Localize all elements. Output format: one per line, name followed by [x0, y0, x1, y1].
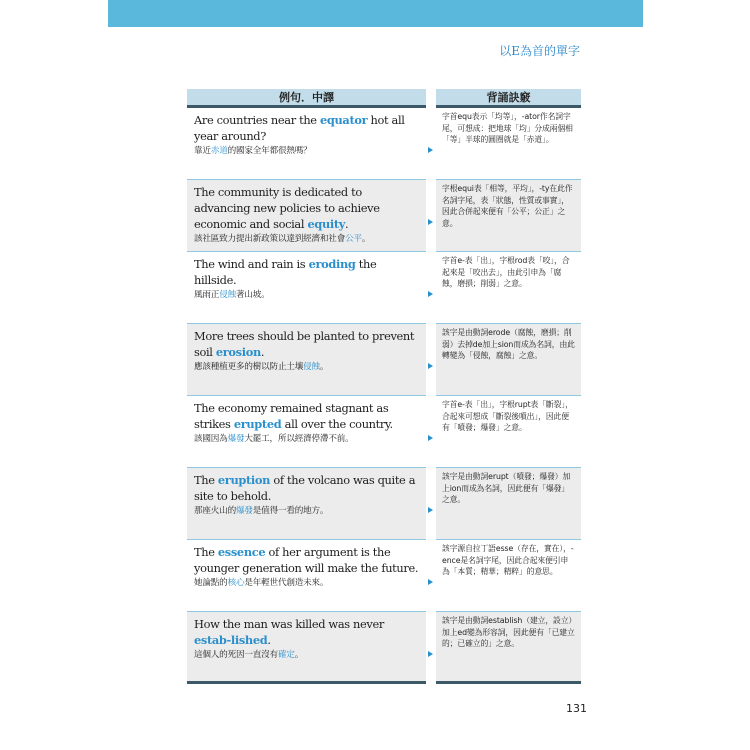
highlight-word: erupted: [233, 417, 282, 431]
example-column-header: 例句．中譯: [187, 89, 426, 108]
english-sentence: [194, 616, 419, 648]
example-row: [187, 468, 426, 540]
sentence-text: 該國因為: [194, 434, 228, 444]
example-row: [187, 396, 426, 468]
sentence-text: The community is dedicated to advancing new policies to achieve economic and social: [194, 185, 380, 231]
sentence-text: 大罷工，所以經濟停滯不前。: [244, 434, 354, 444]
tip-column-header: 背誦訣竅: [436, 89, 581, 108]
highlight-word: 確定: [277, 650, 295, 660]
page-number: 131: [566, 702, 587, 715]
tip-row: [436, 108, 581, 180]
example-rows: [187, 108, 426, 684]
example-row: [187, 108, 426, 180]
sentence-text: More trees should be planted to prevent soil: [194, 329, 415, 359]
sentence-text: 。: [294, 650, 304, 660]
arrow-icon: [428, 291, 433, 297]
sentence-text: 是值得一看的地方。: [252, 506, 329, 516]
tip-row: [436, 324, 581, 396]
chinese-translation: [194, 289, 419, 302]
english-sentence: [194, 328, 419, 360]
example-row: [187, 540, 426, 612]
sentence-text: 那座火山的: [194, 506, 236, 516]
memory-tip: 該字是由動詞erode（腐蝕，磨損；削弱）去掉de加上sion而成為名詞，由此轉變為「侵蝕，腐蝕」之意。: [442, 328, 575, 360]
highlight-word: 赤道: [210, 146, 228, 156]
example-row: [187, 612, 426, 684]
highlight-word: eroding: [308, 257, 356, 271]
sentence-text: 。: [361, 234, 371, 244]
memory-tip: 該字是由動詞erupt（噴發；爆發）加上ion而成為名詞，因此便有「爆發」之意。: [442, 472, 571, 504]
sentence-text: of the volcano was quite a site to behold.: [194, 473, 416, 503]
chinese-translation: [194, 433, 419, 446]
highlight-word: estab-lished: [194, 633, 268, 647]
tip-rows: [436, 108, 581, 684]
top-color-band: [108, 0, 643, 27]
arrow-icon: [428, 579, 433, 585]
highlight-word: equator: [319, 113, 368, 127]
chinese-translation: [194, 233, 419, 246]
highlight-word: eruption: [217, 473, 271, 487]
sentence-text: .: [345, 217, 349, 231]
sentence-text: The economy remained stagnant as strikes: [194, 401, 389, 431]
sentence-text: hot all year around?: [194, 113, 405, 143]
sentence-text: The: [194, 473, 218, 487]
sentence-text: 。: [319, 362, 329, 372]
example-row: [187, 180, 426, 252]
chinese-translation: [194, 361, 419, 374]
tip-row: [436, 252, 581, 324]
memory-tip: 字根equi表「相等，平均」，-ty在此作名詞字尾，表「狀態，性質或事實」，因此合併起來便有「公平；公正」之意。: [442, 184, 573, 228]
arrow-icon: [428, 435, 433, 441]
example-row: [187, 324, 426, 396]
highlight-word: 侵蝕: [219, 290, 236, 300]
sentence-text: 著山坡。: [235, 290, 270, 300]
memory-tip: 字首e-表「出」，字根rod表「咬」，合起來是「咬出去」，由此引申為「腐蝕，磨損；削弱」之意。: [442, 256, 570, 288]
english-sentence: [194, 184, 419, 232]
example-row: [187, 252, 426, 324]
arrow-icon: [428, 651, 433, 657]
tip-row: [436, 396, 581, 468]
english-sentence: [194, 472, 419, 504]
tip-row: [436, 540, 581, 612]
sentence-text: 是年輕世代創造未來。: [244, 578, 329, 588]
memory-tip: 該字是由動詞establish（建立，設立）加上ed變為形容詞，因此便有「已建立的；已確立的」之意。: [442, 616, 575, 648]
chinese-translation: [194, 145, 419, 158]
highlight-word: 核心: [227, 578, 245, 588]
tip-column: [436, 89, 581, 684]
highlight-word: 公平: [345, 234, 362, 244]
chinese-translation: [194, 577, 419, 590]
sentence-text: 風雨正: [194, 290, 220, 300]
sentence-text: 她論點的: [194, 578, 228, 588]
highlight-word: equity: [307, 217, 346, 231]
tip-row: [436, 468, 581, 540]
sentence-text: The: [194, 545, 218, 559]
sentence-text: Are countries near the: [194, 113, 320, 127]
arrow-icon: [428, 147, 433, 153]
highlight-word: 侵蝕: [303, 362, 320, 372]
sentence-text: .: [267, 633, 271, 647]
english-sentence: [194, 400, 419, 432]
arrow-icon: [428, 507, 433, 513]
sentence-text: 這個人的死因一直沒有: [194, 650, 278, 660]
sentence-text: the hillside.: [194, 257, 377, 287]
sentence-text: of her argument is the younger generation will make the future.: [194, 545, 419, 575]
section-title: 以E為首的單字: [499, 44, 580, 58]
tip-row: [436, 180, 581, 252]
sentence-text: all over the country.: [281, 417, 393, 431]
memory-tip: 該字源自拉丁語esse（存在，實在），-ence是名詞字尾，因此合起來便引申為「本質；精華；精粹」的意思。: [442, 544, 574, 576]
memory-tip: 字首equ表示「均等」，-ator作名詞字尾，可想成：把地球「均」分成兩個相「等」半球的圓圈就是「赤道」。: [442, 112, 573, 144]
english-sentence: [194, 544, 419, 576]
memory-tip: 字首e-表「出」，字根rupt表「斷裂」，合起來可想成「斷裂後噴出」，因此便有「噴發；爆發」之意。: [442, 400, 573, 432]
arrow-icon: [428, 219, 433, 225]
sentence-text: 靠近: [194, 146, 211, 156]
sentence-text: 的國家全年都很熱嗎？: [227, 146, 312, 156]
sentence-text: 應該種植更多的樹以防止土壤: [194, 362, 304, 372]
sentence-text: How the man was killed was never: [194, 617, 384, 631]
english-sentence: [194, 112, 419, 144]
sentence-text: 該社區致力提出新政策以達到經濟和社會: [194, 234, 346, 244]
english-sentence: [194, 256, 419, 288]
chinese-translation: [194, 505, 419, 518]
example-column: [187, 89, 426, 684]
sentence-text: .: [260, 345, 265, 359]
highlight-word: essence: [217, 545, 266, 559]
highlight-word: 爆發: [227, 434, 245, 444]
tip-row: [436, 612, 581, 684]
highlight-word: erosion: [215, 345, 261, 359]
highlight-word: 爆發: [235, 506, 253, 516]
arrow-icon: [428, 363, 433, 369]
chinese-translation: [194, 649, 419, 662]
sentence-text: The wind and rain is: [194, 257, 309, 271]
